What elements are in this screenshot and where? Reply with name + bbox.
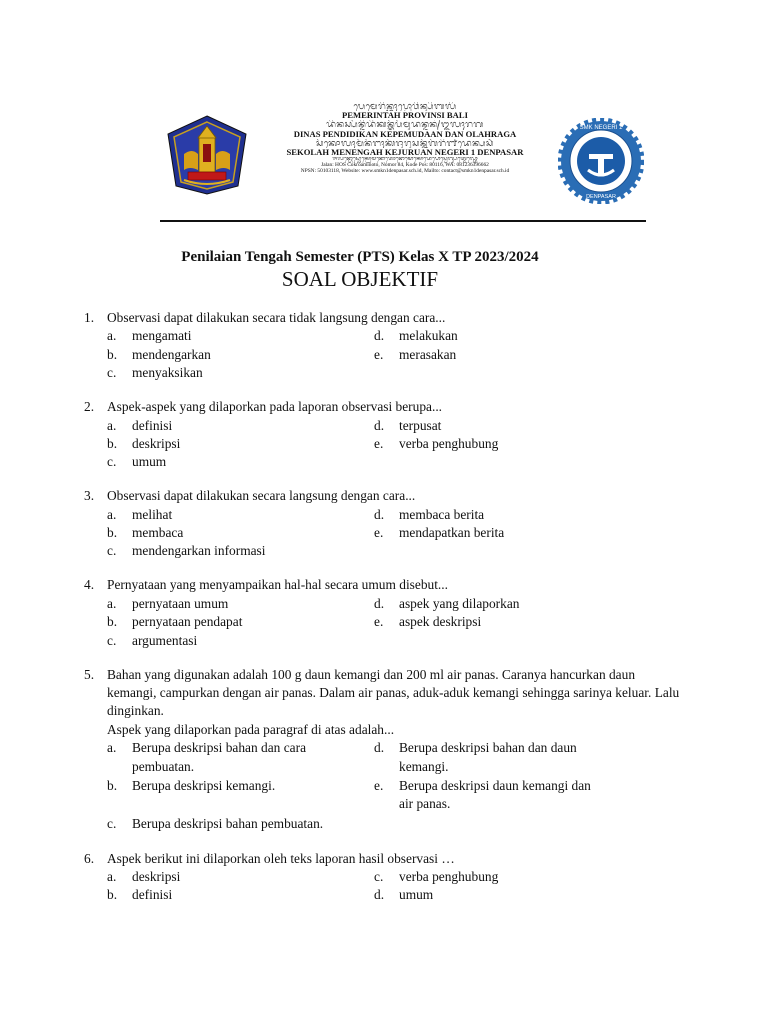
option-e: e. merasakan	[374, 346, 457, 362]
option-e: e. aspek deskripsi	[374, 614, 482, 630]
question-4	[84, 576, 684, 650]
question-3	[84, 487, 684, 561]
option-d: d. Berupa deskripsi bahan dan daun kemangi.	[374, 740, 577, 774]
question-2	[84, 398, 684, 472]
option-a: a. pernyataan umum	[107, 595, 229, 611]
question-text: Aspek berikut ini dilaporkan oleh teks laporan hasil observasi …	[107, 850, 455, 866]
smk-negeri-1-denpasar-logo	[558, 118, 644, 204]
question-number: 1.	[84, 310, 95, 325]
option-c: c. Berupa deskripsi bahan pembuatan.	[107, 815, 324, 831]
school-name: SEKOLAH MENENGAH KEJURUAN NEGERI 1 DENPASAR	[286, 147, 524, 158]
option-d: d. membaca berita	[374, 506, 485, 522]
question-number: 5.	[84, 666, 95, 682]
letterhead-text	[252, 102, 558, 174]
option-a: a. definisi	[107, 417, 173, 433]
question-text: Pernyataan yang menyampaikan hal-hal secara umum disebut...	[107, 577, 448, 593]
question-number: 4.	[84, 577, 95, 593]
option-b: b. mendengarkan	[107, 346, 211, 362]
question-1	[84, 309, 684, 383]
question-number: 3.	[84, 488, 95, 504]
option-b: b. deskripsi	[107, 435, 181, 451]
option-a: a. mengamati	[107, 328, 192, 344]
option-b: b. membaca	[107, 525, 184, 541]
option-d: d. umum	[374, 887, 434, 903]
option-b: b. Berupa deskripsi kemangi.	[107, 777, 276, 793]
option-d: d. terpusat	[374, 417, 442, 433]
logo-text-bottom: DENPASAR	[586, 194, 616, 200]
option-e: e. Berupa deskripsi daun kemangi dan air panas.	[374, 777, 591, 812]
option-c: c. verba penghubung	[374, 869, 499, 885]
question-list	[84, 309, 684, 920]
letterhead-divider	[160, 220, 646, 222]
question-number: 2.	[84, 399, 95, 415]
exam-subtitle: SOAL OBJEKTIF	[281, 267, 439, 291]
option-a: a. Berupa deskripsi bahan dan cara pembuatan.	[107, 740, 307, 774]
option-list	[107, 506, 684, 561]
option-list	[107, 595, 684, 650]
exam-title: Penilaian Tengah Semester (PTS) Kelas X TP 2023/2024	[181, 249, 539, 265]
balinese-script-line: ᬤᬶᬦᬲ᭄ᬧᭂᬦ᭄ᬤᬶᬤᬶᬓᬦ᭄ᬓᭂᬧᭂᬫᬸᬤᬦ᭄ᬤᬦ᭄ᬑᬮᬄᬭᬕ	[326, 120, 484, 130]
option-c: c. menyaksikan	[107, 365, 203, 381]
option-b: b. definisi	[107, 887, 173, 903]
letterhead	[160, 98, 646, 223]
balinese-script-line: ᬧᬾᬫᬾᬭᬶᬦ᭄ᬢᬄᬧ᭄ᬭᭀᬯᬶᬦ᭄ᬲᬶᬩᬮᬶ	[353, 102, 457, 111]
question-text: Bahan yang digunakan adalah 100 g daun kemangi dan 200 ml air panas. Caranya hancurkan daun kemangi, campurkan dengan air panas. Dalam air panas, aduk-aduk kemangi sehingga sarinya keluar. Lalu dinginkan.	[107, 666, 680, 719]
option-e: e. verba penghubung	[374, 435, 499, 451]
option-c: c. argumentasi	[107, 632, 198, 648]
logo-text-top: SMK NEGERI 1	[579, 125, 623, 131]
government-name: PEMERINTAH PROVINSI BALI	[342, 110, 468, 121]
option-list	[107, 868, 684, 905]
bali-province-emblem	[164, 114, 250, 196]
option-d: d. melakukan	[374, 328, 458, 344]
question-text: Aspek-aspek yang dilaporkan pada laporan observasi berupa...	[107, 399, 443, 415]
question-text: Observasi dapat dilakukan secara tidak langsung dengan cara...	[107, 310, 446, 325]
agency-name: DINAS PENDIDIKAN KEPEMUDAAN DAN OLAHRAGA	[293, 128, 517, 139]
question-prompt: Aspek yang dilaporkan pada paragraf di atas adalah...	[107, 721, 395, 737]
balinese-script-line: ᬚᬮᬦ᭄ᬳᭀᬲ᭄ᬘᭀᬓ᭄ᬭᭀᬫᬶᬦᭀᬢᭀᬦᭀᬫᭀᬃᬓᭀᬤᬾᬧᭀᬲ᭄ᬯᬾᬩ᭄ᬲᬶᬢ᭄ᬫᬾᬮ᭄ᬢᭀ	[332, 157, 478, 163]
option-list	[107, 739, 684, 834]
option-a: a. deskripsi	[107, 869, 181, 885]
option-d: d. aspek yang dilaporkan	[374, 595, 520, 611]
school-address: Jalan: HOS Cokroaminoto, Nomor 84, Kode Pos: 80116, WA: 081236396662	[321, 162, 489, 169]
question-6	[84, 850, 684, 905]
school-contact: NPSN: 50103118, Website: www.smkn1denpasar.sch.id, Mailto: contact@smkn1denpasar.sch.id	[300, 167, 510, 174]
question-number: 6.	[84, 850, 95, 866]
option-b: b. pernyataan pendapat	[107, 614, 243, 630]
option-e: e. mendapatkan berita	[374, 525, 505, 541]
question-5	[84, 666, 684, 835]
option-c: c. mendengarkan informasi	[107, 543, 266, 559]
question-text: Observasi dapat dilakukan secara langsung dengan cara...	[107, 488, 416, 504]
option-a: a. melihat	[107, 506, 173, 522]
balinese-script-line: ᬲᭂᬓᭀᬮᬄᬫᭂᬦᭂᬗᬄᬓᭂᬚᬸᬭᬸᬲᬦ᭄ᬦᭂᬕᭂᬭᬶ᭑ᬤᬾᬦ᭄ᬧᬲᬃ	[316, 138, 494, 148]
option-list	[107, 327, 684, 382]
option-c: c. umum	[107, 454, 167, 470]
option-list	[107, 417, 684, 472]
